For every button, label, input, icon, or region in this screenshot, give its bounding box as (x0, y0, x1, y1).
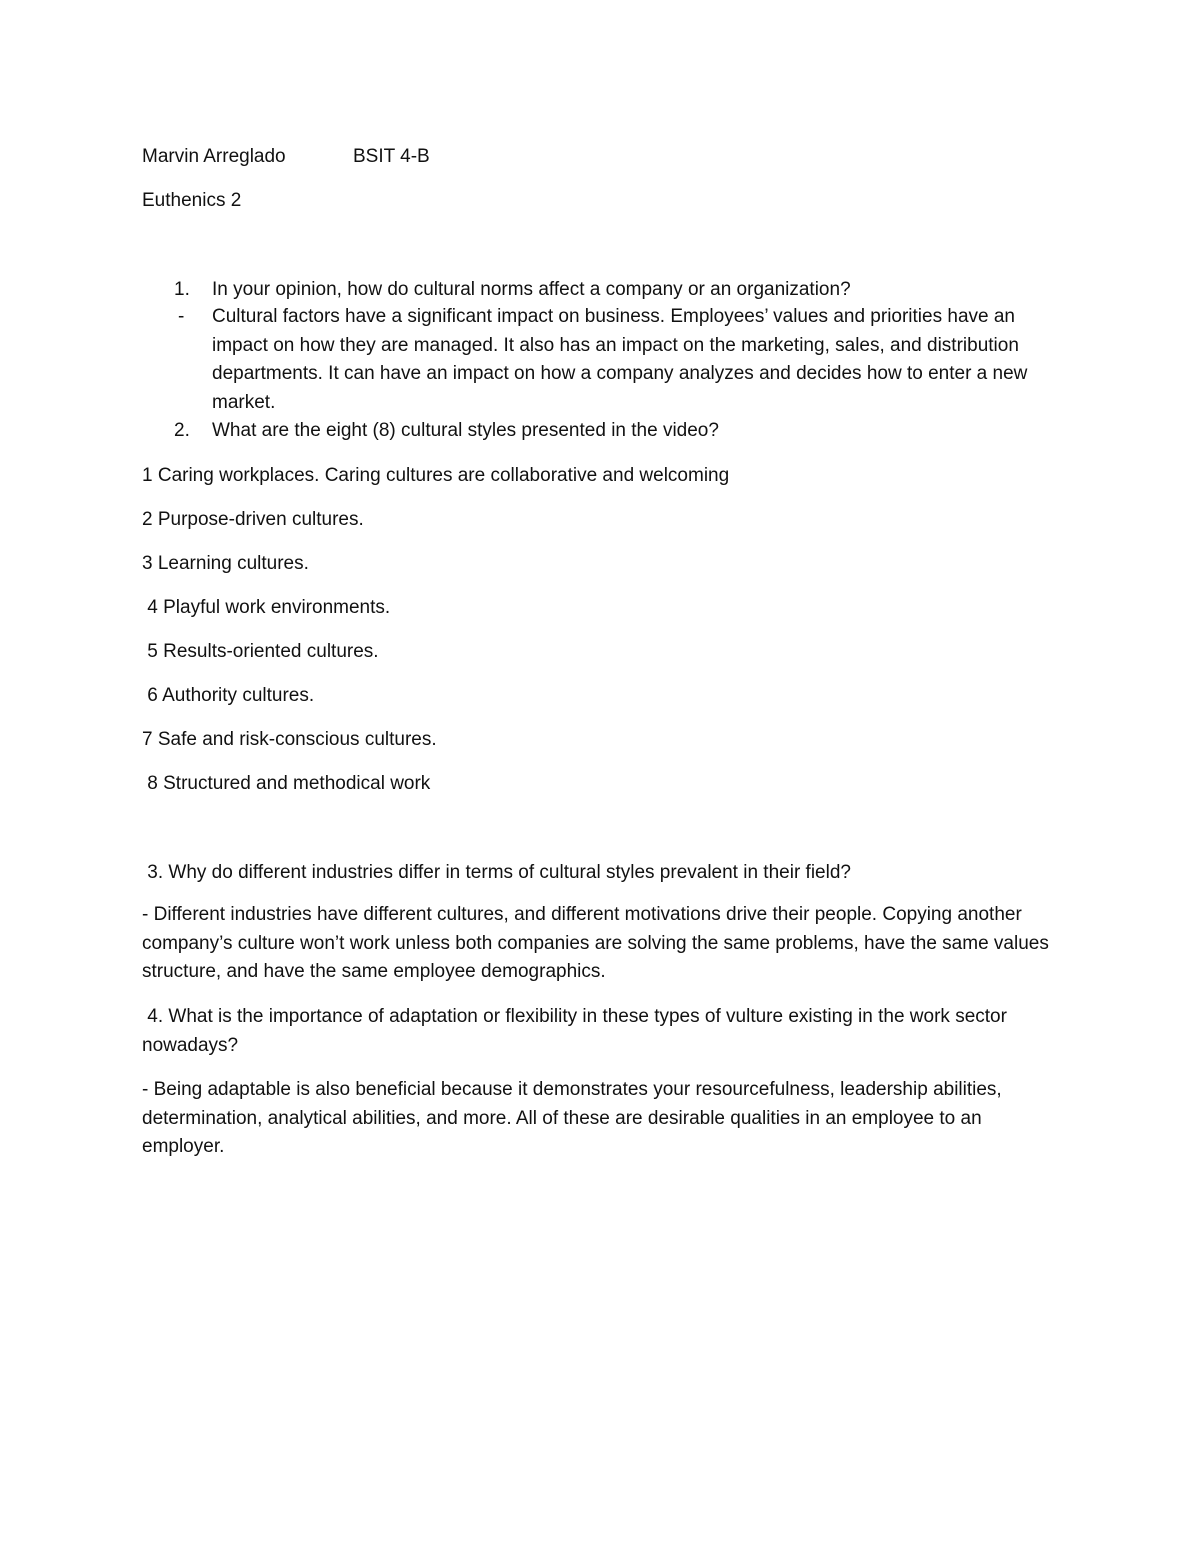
student-section: BSIT 4-B (353, 146, 430, 167)
q2-number: 2. (174, 420, 190, 441)
subject-title: Euthenics 2 (142, 190, 242, 211)
q3-question: 3. Why do different industries differ in terms of cultural styles prevalent in their field? (142, 862, 851, 883)
cultural-style-item: 5 Results-oriented cultures. (142, 641, 379, 662)
q1-question: In your opinion, how do cultural norms affect a company or an organization? (212, 279, 851, 300)
q3-answer: - Different industries have different cultures, and different motivations drive their people. Copying another company’s culture won’t work unless both companies are solving the same problems, have the same values structure, and have the same employee demographics. (142, 904, 1049, 982)
student-name: Marvin Arreglado (142, 146, 286, 167)
cultural-style-item: 1 Caring workplaces. Caring cultures are collaborative and welcoming (142, 465, 730, 486)
q1-dash: - (178, 306, 185, 327)
q4-question: 4. What is the importance of adaptation or flexibility in these types of vulture existing in the work sector nowadays? (142, 1006, 1013, 1056)
q4-answer: - Being adaptable is also beneficial because it demonstrates your resourcefulness, leadership abilities, determination, analytical abilities, and more. All of these are desirable qualities in an employee to an employer. (142, 1079, 1002, 1157)
cultural-style-item: 7 Safe and risk-conscious cultures. (142, 729, 437, 750)
cultural-style-item: 2 Purpose-driven cultures. (142, 509, 364, 530)
cultural-style-item: 6 Authority cultures. (142, 685, 315, 706)
q1-number: 1. (174, 279, 190, 300)
cultural-style-item: 3 Learning cultures. (142, 553, 309, 574)
q2-question: What are the eight (8) cultural styles presented in the video? (212, 420, 719, 441)
cultural-style-item: 8 Structured and methodical work (142, 773, 431, 794)
q1-answer: Cultural factors have a significant impact on business. Employees’ values and priorities have an impact on how they are managed. It also has an impact on the marketing, sales, and distribution departments. It can have an impact on how a company analyzes and decides how to enter a new market. (212, 306, 1028, 413)
cultural-style-item: 4 Playful work environments. (142, 597, 391, 618)
